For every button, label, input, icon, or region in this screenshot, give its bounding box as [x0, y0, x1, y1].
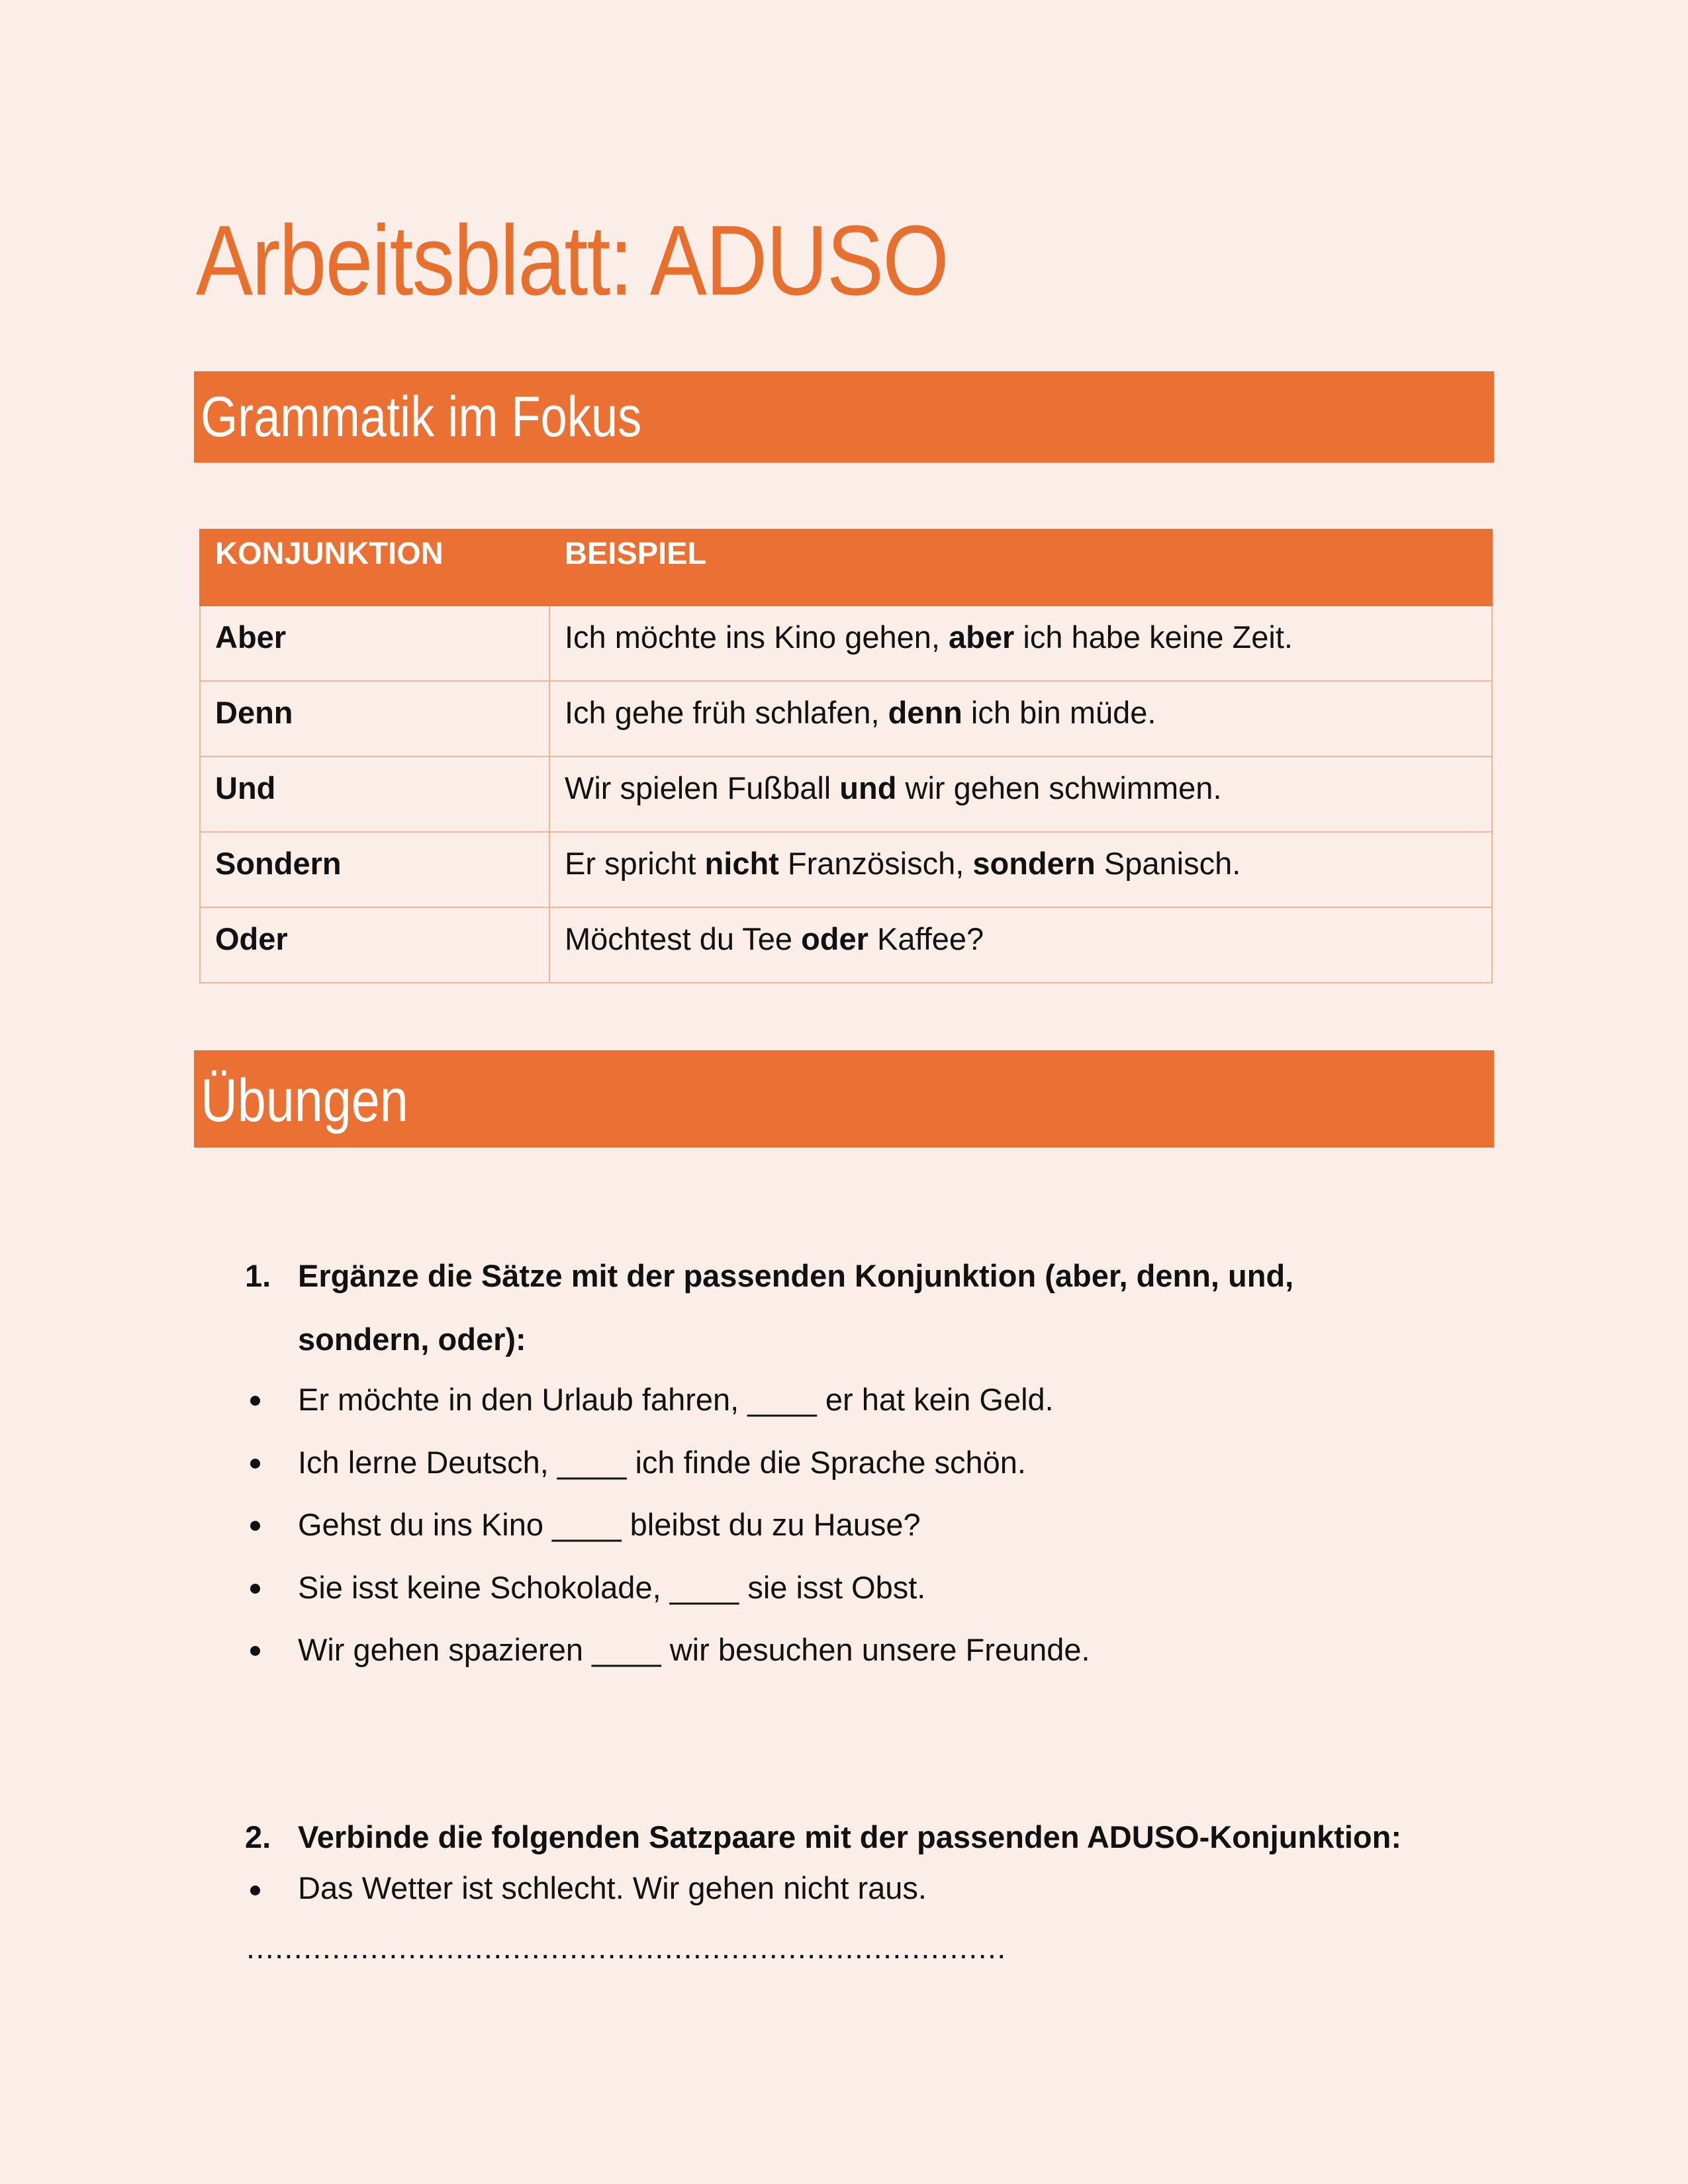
table-row — [200, 907, 1492, 983]
table-header-row — [200, 529, 1492, 606]
exercise-number: 2. — [245, 1819, 271, 1854]
example-sentence: Wir spielen Fußball und wir gehen schwimmen. — [549, 756, 1492, 832]
exercise-2-instruction — [245, 1811, 1503, 1864]
conjunction-term: Oder — [200, 907, 549, 983]
example-sentence: Ich möchte ins Kino gehen, aber ich habe keine Zeit. — [549, 606, 1492, 681]
conjunction-term: Denn — [200, 681, 549, 756]
column-header-konjunktion: KONJUNKTION — [200, 529, 549, 606]
list-item: Ich lerne Deutsch, ____ ich finde die Sprache schön. — [245, 1432, 1090, 1494]
table-row — [200, 681, 1492, 756]
section-title-exercises: Übungen — [201, 1067, 408, 1134]
table-row — [200, 756, 1492, 832]
list-item: Gehst du ins Kino ____ bleibst du zu Hause? — [245, 1494, 1090, 1557]
example-sentence: Möchtest du Tee oder Kaffee? — [549, 907, 1492, 983]
conjunction-term: Sondern — [200, 832, 549, 907]
answer-line[interactable]: ................................................................................ — [246, 1930, 1007, 1965]
list-item: Er möchte in den Urlaub fahren, ____ er hat kein Geld. — [245, 1369, 1090, 1432]
list-item: Das Wetter ist schlecht. Wir gehen nicht raus. — [245, 1858, 927, 1918]
conjunction-term: Aber — [200, 606, 549, 681]
instruction-text: Verbinde die folgenden Satzpaare mit der passenden ADUSO-Konjunktion: — [298, 1819, 1401, 1854]
example-sentence: Er spricht nicht Französisch, sondern Spanisch. — [549, 832, 1492, 907]
table-row — [200, 832, 1492, 907]
conjunction-term: Und — [200, 756, 549, 832]
exercise-1-list — [245, 1369, 1090, 1682]
exercise-number: 1. — [245, 1258, 271, 1293]
list-item: Wir gehen spazieren ____ wir besuchen unsere Freunde. — [245, 1619, 1090, 1682]
instruction-line-2: sondern, oder): — [298, 1322, 526, 1357]
list-item: Sie isst keine Schokolade, ____ sie isst Obst. — [245, 1557, 1090, 1619]
section-header-exercises — [194, 1050, 1494, 1148]
example-sentence: Ich gehe früh schlafen, denn ich bin müde. — [549, 681, 1492, 756]
conjunction-table — [199, 529, 1493, 983]
section-header-grammar — [194, 371, 1494, 463]
exercise-1-instruction — [245, 1244, 1450, 1371]
instruction-line-1: Ergänze die Sätze mit der passenden Konjunktion (aber, denn, und, — [298, 1258, 1294, 1293]
table-row — [200, 606, 1492, 681]
column-header-beispiel: BEISPIEL — [549, 529, 1492, 606]
section-title-grammar: Grammatik im Fokus — [201, 385, 642, 449]
exercise-2-list — [245, 1858, 927, 1918]
page-title: Arbeitsblatt: ADUSO — [196, 205, 948, 316]
